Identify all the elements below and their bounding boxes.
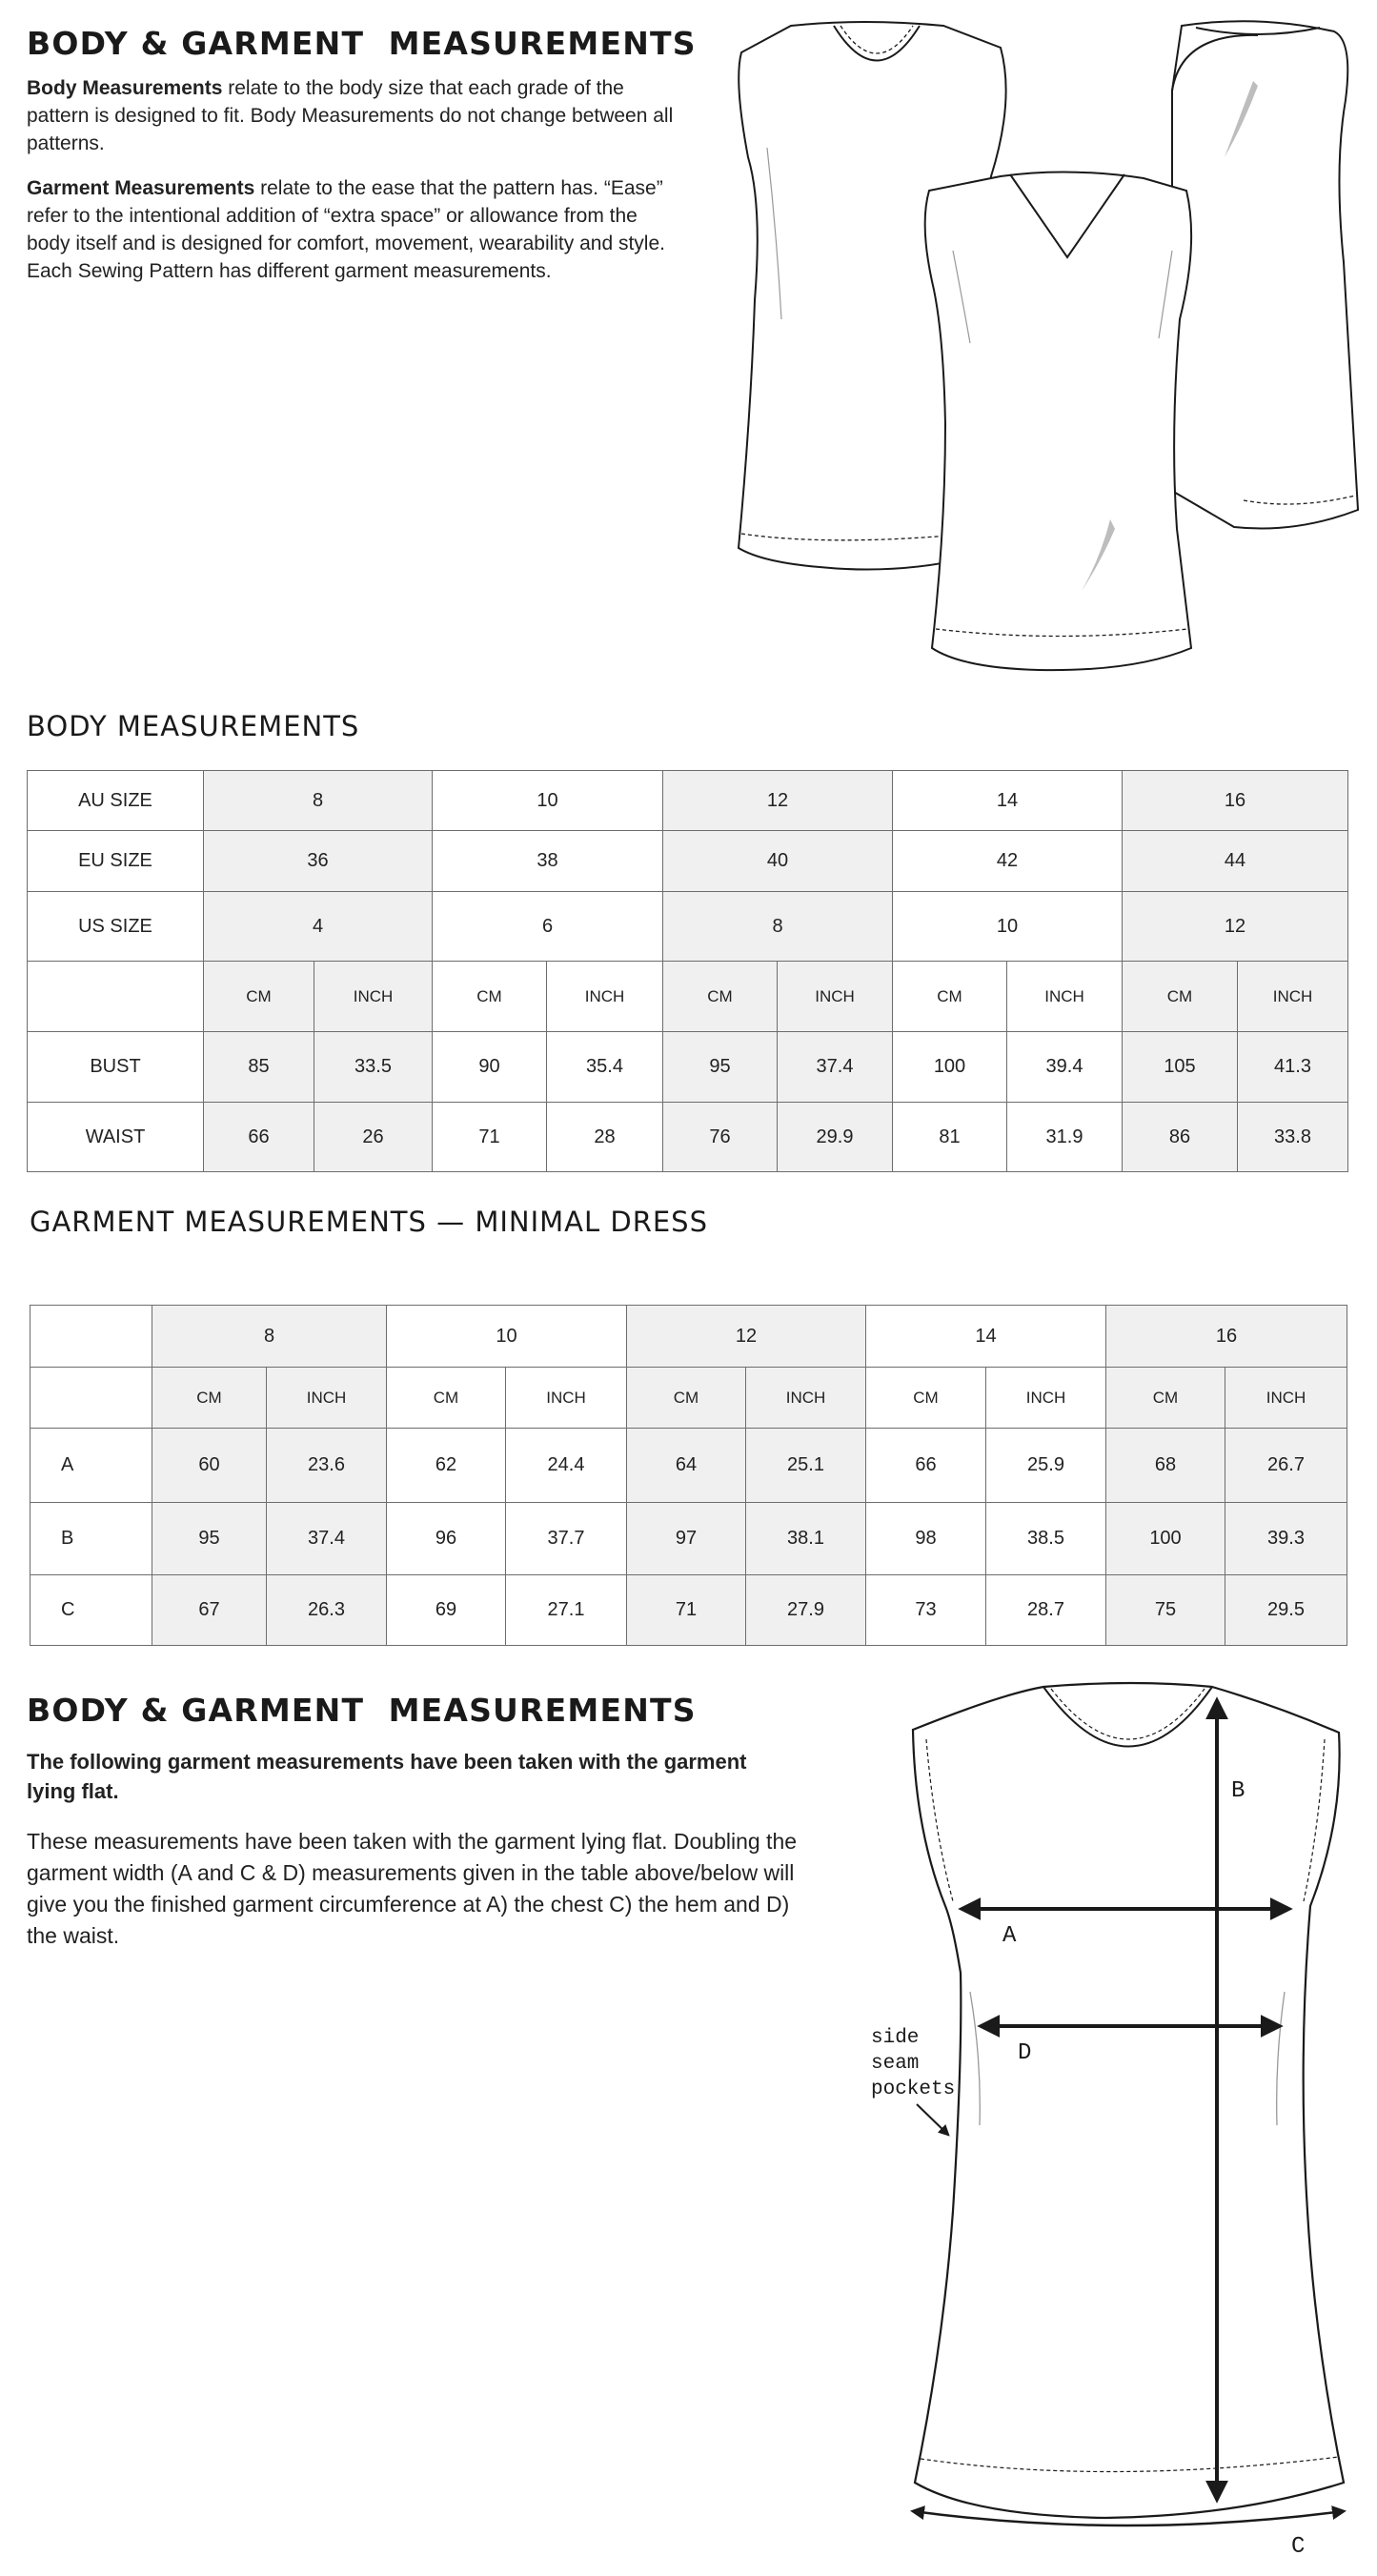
waist-value: 81 [893,1103,1007,1172]
units-blank-cell [28,962,204,1032]
waist-value: 29.9 [778,1103,893,1172]
garment-value: 100 [1106,1503,1225,1575]
garment-value: 98 [866,1503,986,1575]
label-b: B [1231,1778,1245,1804]
unit-cm: CM [893,962,1007,1032]
pocket-label-line-3: pockets [871,2079,956,2100]
dress-illustrations [724,14,1363,672]
pocket-label-line-1: side [871,2027,920,2049]
us-size-cell: 4 [204,892,433,962]
waist-label: WAIST [28,1103,204,1172]
garment-measurements-table [30,1305,1347,1646]
units-row [28,962,1348,1032]
au-size-row [28,771,1348,831]
bust-value: 41.3 [1238,1032,1348,1103]
us-size-label: US SIZE [28,892,204,962]
garment-value: 27.1 [506,1575,627,1646]
garment-value: 66 [866,1429,986,1503]
waist-value: 86 [1123,1103,1238,1172]
body-measurements-table [27,770,1348,1172]
garment-value: 38.1 [746,1503,866,1575]
eu-size-row [28,831,1348,892]
pocket-pointer-arrow [917,2104,948,2135]
garment-value: 26.7 [1225,1429,1347,1503]
waist-value: 71 [433,1103,547,1172]
au-size-cell: 12 [663,771,893,831]
dress-vneck-front-illustration [925,172,1191,670]
garment-row-a [30,1429,1347,1503]
waist-value: 26 [314,1103,433,1172]
garment-value: 62 [387,1429,506,1503]
eu-size-cell: 38 [433,831,663,892]
garment-value: 23.6 [267,1429,387,1503]
garment-size-cell: 12 [627,1306,866,1368]
flat-dress-outline [913,1683,1344,2518]
garment-value: 67 [152,1575,267,1646]
garment-blank-cell [30,1306,152,1368]
eu-size-cell: 44 [1123,831,1348,892]
pocket-label-line-2: seam [871,2053,920,2075]
bust-value: 105 [1123,1032,1238,1103]
unit-cm: CM [866,1368,986,1429]
unit-inch: INCH [778,962,893,1032]
label-a: A [1002,1923,1017,1949]
au-size-cell: 8 [204,771,433,831]
garment-units-row [30,1368,1347,1429]
garment-size-cell: 10 [387,1306,627,1368]
us-size-cell: 8 [663,892,893,962]
body-measurements-title: BODY MEASUREMENTS [27,710,360,742]
unit-cm: CM [204,962,314,1032]
garment-value: 71 [627,1575,746,1646]
garment-value: 25.1 [746,1429,866,1503]
garment-value: 24.4 [506,1429,627,1503]
eu-size-label: EU SIZE [28,831,204,892]
garment-value: 27.9 [746,1575,866,1646]
waist-value: 33.8 [1238,1103,1348,1172]
garment-value: 64 [627,1429,746,1503]
garment-value: 75 [1106,1575,1225,1646]
garment-value: 73 [866,1575,986,1646]
eu-size-cell: 42 [893,831,1123,892]
garment-value: 29.5 [1225,1575,1347,1646]
unit-cm: CM [627,1368,746,1429]
garment-row-c [30,1575,1347,1646]
au-size-label: AU SIZE [28,771,204,831]
au-size-cell: 10 [433,771,663,831]
unit-cm: CM [1123,962,1238,1032]
bust-row [28,1032,1348,1103]
garment-value: 37.7 [506,1503,627,1575]
unit-inch: INCH [746,1368,866,1429]
bust-value: 100 [893,1032,1007,1103]
body-measurements-paragraph [27,74,684,157]
bust-label: BUST [28,1032,204,1103]
us-size-cell: 10 [893,892,1123,962]
body-measurements-term: Body Measurements [27,77,223,99]
unit-inch: INCH [267,1368,387,1429]
garment-size-cell: 14 [866,1306,1106,1368]
dress-back-right-illustration [1172,21,1358,528]
bust-value: 95 [663,1032,778,1103]
au-size-cell: 16 [1123,771,1348,831]
unit-inch: INCH [506,1368,627,1429]
unit-inch: INCH [1238,962,1348,1032]
waist-value: 66 [204,1103,314,1172]
eu-size-cell: 36 [204,831,433,892]
garment-value: 68 [1106,1429,1225,1503]
us-size-row [28,892,1348,962]
garment-size-cell: 16 [1106,1306,1347,1368]
garment-value: 60 [152,1429,267,1503]
label-d: D [1018,2040,1032,2066]
waist-value: 31.9 [1007,1103,1123,1172]
garment-blank-cell [30,1368,152,1429]
body-measurements-text: relate to the body size that each grade of the pattern is designed to fit. Body Measurements do not change between all patterns. [27,77,674,154]
unit-cm: CM [1106,1368,1225,1429]
garment-value: 28.7 [986,1575,1106,1646]
waist-value: 28 [547,1103,663,1172]
garment-row-b [30,1503,1347,1575]
unit-cm: CM [663,962,778,1032]
garment-value: 96 [387,1503,506,1575]
intro-title: BODY & GARMENT MEASUREMENTS [27,25,697,62]
bust-value: 35.4 [547,1032,663,1103]
garment-measurements-text: relate to the ease that the pattern has. “Ease” refer to the intentional addition of “extra space” or allowance from the body itself and is designed for comfort, movement, wearability and style. Each Sewing Pattern has different garment measurements. [27,177,665,282]
eu-size-cell: 40 [663,831,893,892]
flat-measurement-diagram [858,1677,1363,2568]
garment-size-cell: 8 [152,1306,387,1368]
label-c: C [1291,2534,1306,2560]
us-size-cell: 12 [1123,892,1348,962]
garment-measurements-term: Garment Measurements [27,177,255,199]
unit-inch: INCH [1225,1368,1347,1429]
bust-value: 90 [433,1032,547,1103]
garment-value: 97 [627,1503,746,1575]
garment-row-label: C [30,1575,152,1646]
garment-row-label: B [30,1503,152,1575]
garment-size-row [30,1306,1347,1368]
unit-inch: INCH [314,962,433,1032]
garment-value: 25.9 [986,1429,1106,1503]
bust-value: 37.4 [778,1032,893,1103]
garment-value: 38.5 [986,1503,1106,1575]
unit-cm: CM [433,962,547,1032]
unit-cm: CM [387,1368,506,1429]
garment-value: 69 [387,1575,506,1646]
unit-inch: INCH [1007,962,1123,1032]
flat-section-text: These measurements have been taken with the garment lying flat. Doubling the garment width (A and C & D) measurements given in the table above/below will give you the finished garment circumference at A) the chest C) the hem and D) the waist. [27,1829,798,1948]
garment-row-label: A [30,1429,152,1503]
bust-value: 39.4 [1007,1032,1123,1103]
unit-inch: INCH [986,1368,1106,1429]
waist-row [28,1103,1348,1172]
garment-value: 37.4 [267,1503,387,1575]
bust-value: 33.5 [314,1032,433,1103]
garment-measurements-paragraph [27,174,684,285]
flat-section-subtitle: The following garment measurements have been taken with the garment lying flat. [27,1750,747,1803]
bust-value: 85 [204,1032,314,1103]
garment-value: 95 [152,1503,267,1575]
garment-value: 26.3 [267,1575,387,1646]
au-size-cell: 14 [893,771,1123,831]
unit-cm: CM [152,1368,267,1429]
garment-measurements-title: GARMENT MEASUREMENTS — MINIMAL DRESS [30,1206,708,1238]
unit-inch: INCH [547,962,663,1032]
us-size-cell: 6 [433,892,663,962]
waist-value: 76 [663,1103,778,1172]
garment-value: 39.3 [1225,1503,1347,1575]
flat-section-title: BODY & GARMENT MEASUREMENTS [27,1692,697,1729]
